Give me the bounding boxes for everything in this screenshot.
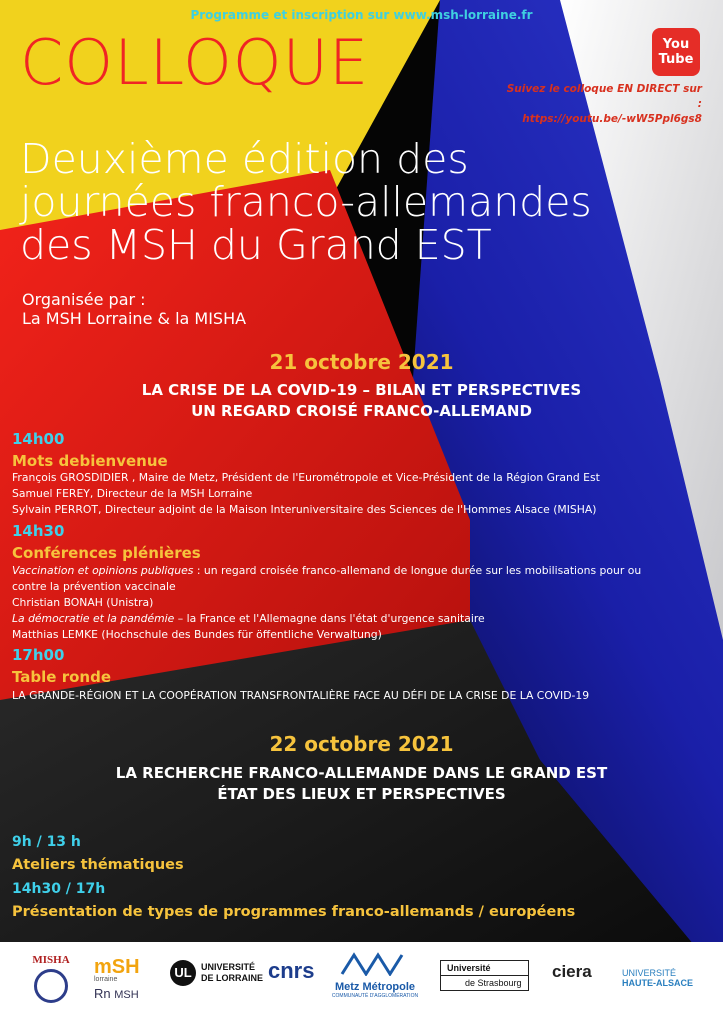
section-title: Ateliers thématiques [12, 857, 184, 873]
subtitle-line: journées franco-allemandes [20, 178, 592, 226]
cnrs-logo[interactable]: cnrs [268, 958, 315, 983]
day1-date: 21 octobre 2021 [269, 350, 454, 374]
speaker-line: Sylvain PERROT, Directeur adjoint de la Maison Interuniversitaire des Sciences de l'Hommes Alsace (MISHA) [12, 503, 597, 516]
speaker-line: Matthias LEMKE (Hochschule des Bundes für öffentliche Verwaltung) [12, 628, 382, 641]
rn-logo-text: Rn [94, 986, 111, 1001]
talk-desc: – la France et l'Allemagne dans l'état d'urgence sanitaire [174, 612, 485, 625]
talk-line [12, 564, 717, 578]
ciera-logo[interactable]: ciera [552, 962, 592, 981]
program-link[interactable]: Programme et inscription sur www.msh-lorraine.fr [190, 8, 533, 22]
partner-logos-bar [0, 942, 723, 1024]
speaker-line: Christian BONAH (Unistra) [12, 596, 154, 609]
organizer-names: La MSH Lorraine & la MISHA [22, 309, 247, 328]
universite-lorraine-logo[interactable] [170, 960, 263, 986]
time-slot: 14h30 / 17h [12, 881, 106, 897]
msh-logo-sub: lorraine [94, 976, 118, 983]
day2-theme-line: ÉTAT DES LIEUX ET PERSPECTIVES [217, 785, 506, 803]
roundtable-topic: LA GRANDE-RÉGION ET LA COOPÉRATION TRANSFRONTALIÈRE FACE AU DÉFI DE LA CRISE DE LA COVID-19 [12, 689, 590, 702]
section-title: Table ronde [12, 668, 111, 686]
time-slot: 14h30 [12, 522, 65, 540]
section-title: Conférences plénières [12, 544, 201, 562]
live-stream-notice [500, 82, 702, 127]
unistra-logo[interactable] [440, 960, 529, 991]
metz-wave-icon [340, 952, 410, 976]
time-slot: 17h00 [12, 646, 65, 664]
section-title: Mots debienvenue [12, 452, 168, 470]
live-stream-link[interactable]: https://youtu.be/-wW5Ppl6gs8 [522, 113, 702, 125]
subtitle-line: Deuxième édition des [20, 135, 469, 183]
metz-logo-text: Metz Métropole [334, 981, 416, 993]
day1-theme-line: UN REGARD CROISÉ FRANCO-ALLEMAND [191, 402, 532, 420]
ul-text-line: DE LORRAINE [201, 973, 264, 983]
uha-text-line: HAUTE-ALSACE [622, 978, 693, 988]
time-slot: 9h / 13 h [12, 834, 81, 850]
time-slot: 14h00 [12, 430, 65, 448]
day2-theme-line: LA RECHERCHE FRANCO-ALLEMANDE DANS LE GRAND EST [115, 764, 608, 782]
talk-line: contre la prévention vaccinale [12, 580, 176, 593]
day1-theme-line: LA CRISE DE LA COVID-19 – BILAN ET PERSPECTIVES [141, 381, 582, 399]
talk-desc: : un regard croisée franco-allemand de longue durée sur les mobilisations pour ou [193, 564, 642, 577]
talk-line [12, 612, 717, 626]
metz-metropole-logo[interactable] [320, 952, 430, 999]
speaker-line: François GROSDIDIER , Maire de Metz, Président de l'Eurométropole et Vice-Président de la Région Grand Est [12, 471, 600, 484]
day1-theme [0, 380, 723, 422]
unistra-text-line: de Strasbourg [465, 978, 522, 988]
msh-logo-text: mSH [94, 956, 140, 978]
organizer-label: Organisée par : [22, 290, 146, 309]
misha-logo-text: MISHA [32, 954, 70, 966]
metz-logo-sub: COMMUNAUTÉ D'AGGLOMÉRATION [331, 993, 419, 999]
day2-theme [0, 763, 723, 805]
msh-lorraine-logo[interactable] [94, 956, 140, 1002]
subtitle-line: des MSH du Grand EST [20, 221, 492, 269]
misha-logo[interactable] [26, 954, 76, 1003]
rn-msh-logo [94, 987, 140, 1002]
day2-date: 22 octobre 2021 [269, 732, 454, 756]
talk-title: Vaccination et opinions publiques [12, 564, 194, 577]
talk-title: La démocratie et la pandémie [12, 612, 175, 625]
unistra-text-line: Université [441, 961, 528, 976]
ul-badge-icon: UL [170, 960, 196, 986]
youtube-icon[interactable] [652, 28, 700, 76]
uha-text-line: UNIVERSITÉ [622, 968, 677, 978]
misha-emblem-icon [34, 969, 68, 1003]
speaker-line: Samuel FEREY, Directeur de la MSH Lorraine [12, 487, 253, 500]
section-title: Présentation de types de programmes franco-allemands / européens [12, 904, 576, 920]
ul-text-line: UNIVERSITÉ [201, 962, 256, 972]
live-notice-text: Suivez le colloque EN DIRECT sur : [506, 83, 702, 110]
rn-msh-text: MSH [114, 989, 139, 1001]
page-title: COLLOQUE [20, 26, 370, 99]
organizer-block [22, 290, 246, 328]
youtube-label: You Tube [658, 37, 694, 67]
uha-logo[interactable] [622, 968, 693, 988]
edition-subtitle [20, 135, 592, 269]
